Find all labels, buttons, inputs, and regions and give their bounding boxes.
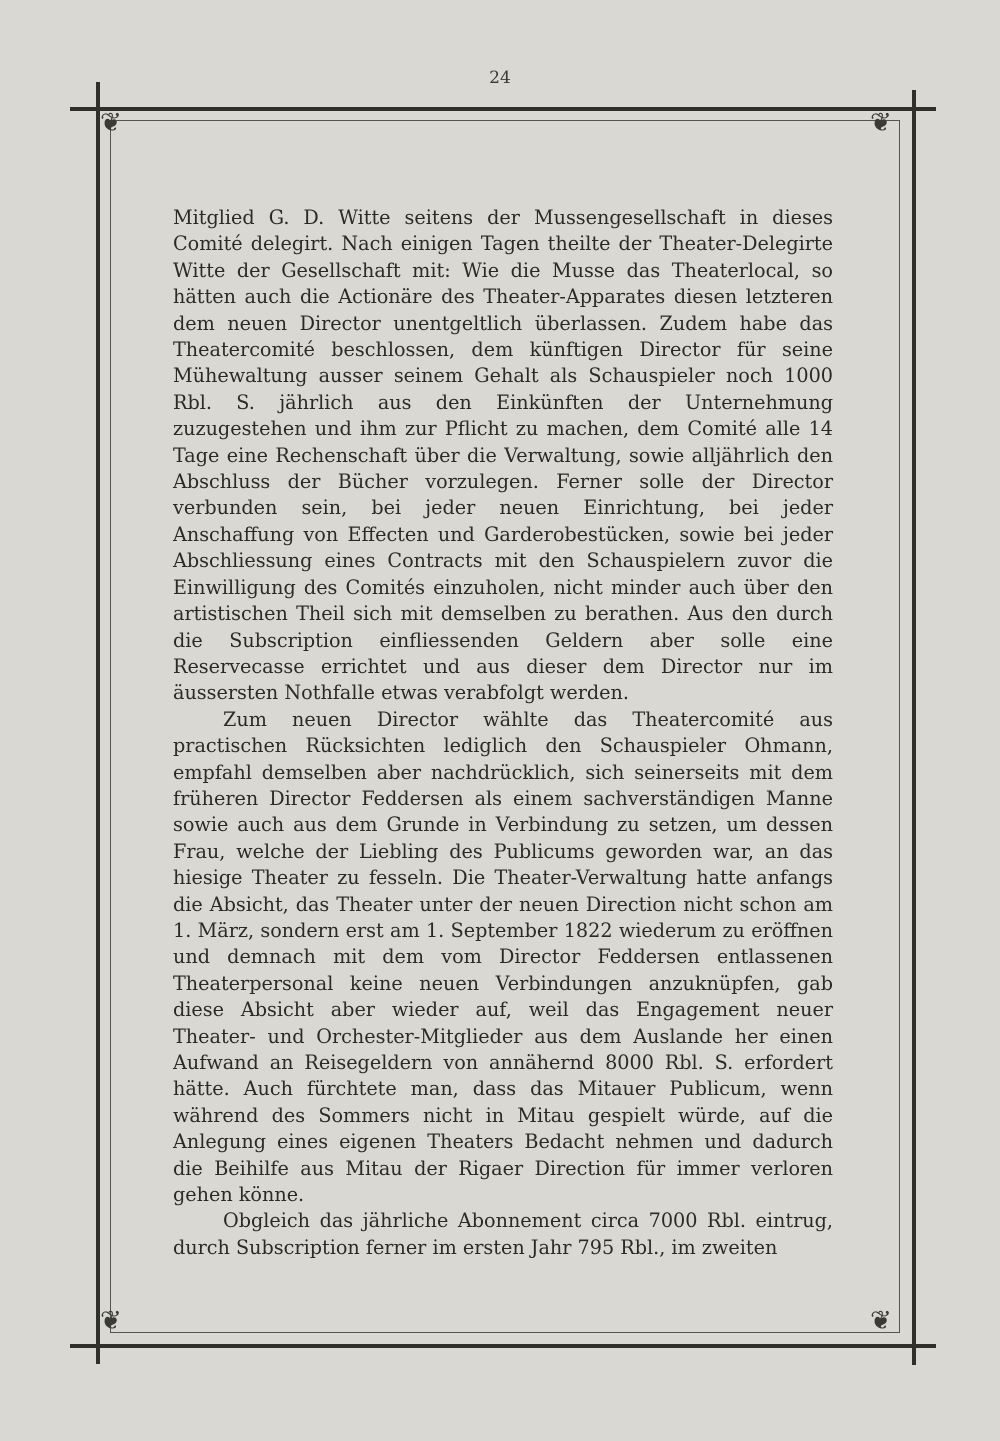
body-text xyxy=(173,205,833,1261)
corner-ornament-icon: ❦ xyxy=(870,1306,892,1336)
paragraph: Zum neuen Director wählte das Theatercomité aus practischen Rücksichten lediglich den Schauspieler Ohmann, empfahl demselben aber nachdrücklich, sich seinerseits mit dem früheren Director Feddersen als einem sachverständigen Manne sowie auch aus dem Grunde in Verbindung zu setzen, um dessen Frau, welche der Liebling des Publicums geworden war, an das hiesige Theater zu fesseln. Die Theater-Verwaltung hatte anfangs die Absicht, das Theater unter der neuen Direction nicht schon am 1. März, sondern erst am 1. September 1822 wiederum zu eröffnen und demnach mit dem vom Director Feddersen entlassenen Theaterpersonal keine neuen Verbindungen anzuknüpfen, gab diese Absicht aber wieder auf, weil das Engagement neuer Theater- und Orchester-Mitglieder aus dem Auslande her einen Aufwand an Reisegeldern von annähernd 8000 Rbl. S. erfordert hätte. Auch fürchtete man, dass das Mitauer Publicum, wenn während des Sommers nicht in Mitau gespielt würde, auf die Anlegung eines eigenen Theaters Bedacht nehmen und dadurch die Beihilfe aus Mitau der Rigaer Direction für immer verloren gehen könne. xyxy=(173,707,833,1207)
page-number: 24 xyxy=(489,68,511,88)
frame-rule-bottom xyxy=(70,1344,936,1348)
corner-ornament-icon: ❦ xyxy=(100,108,122,138)
frame-rule-left xyxy=(96,82,100,1364)
corner-ornament-icon: ❦ xyxy=(870,108,892,138)
corner-ornament-icon: ❦ xyxy=(100,1306,122,1336)
frame-rule-top xyxy=(70,107,936,111)
paragraph: Obgleich das jährliche Abonnement circa 7000 Rbl. eintrug, durch Subscription ferner im ersten Jahr 795 Rbl., im zweiten xyxy=(173,1209,833,1259)
frame-rule-right xyxy=(912,90,916,1365)
paragraph: Mitglied G. D. Witte seitens der Mussengesellschaft in dieses Comité delegirt. Nach einigen Tagen theilte der Theater-Delegirte Witte der Gesellschaft mit: Wie die Musse das Theaterlocal, so hätten auch die Actionäre des Theater-Apparates diesen letzteren dem neuen Director unentgeltlich überlassen. Zudem habe das Theatercomité beschlossen, dem künftigen Director für seine Mühewaltung ausser seinem Gehalt als Schauspieler noch 1000 Rbl. S. jährlich aus den Einkünften der Unternehmung zuzugestehen und ihm zur Pflicht zu machen, dem Comité alle 14 Tage eine Rechenschaft über die Verwaltung, sowie alljährlich den Abschluss der Bücher vorzulegen. Ferner solle der Director verbunden sein, bei jeder neuen Einrichtung, bei jeder Anschaffung von Effecten und Garderobestücken, sowie bei jeder Abschliessung eines Contracts mit den Schauspielern zuvor die Einwilligung des Comités einzuholen, nicht minder auch über den artistischen Theil sich mit demselben zu berathen. Aus den durch die Subscription einfliessenden Geldern aber solle eine Reservecasse errichtet und aus dieser dem Director nur im äussersten Nothfalle etwas verabfolgt werden. xyxy=(173,206,833,705)
